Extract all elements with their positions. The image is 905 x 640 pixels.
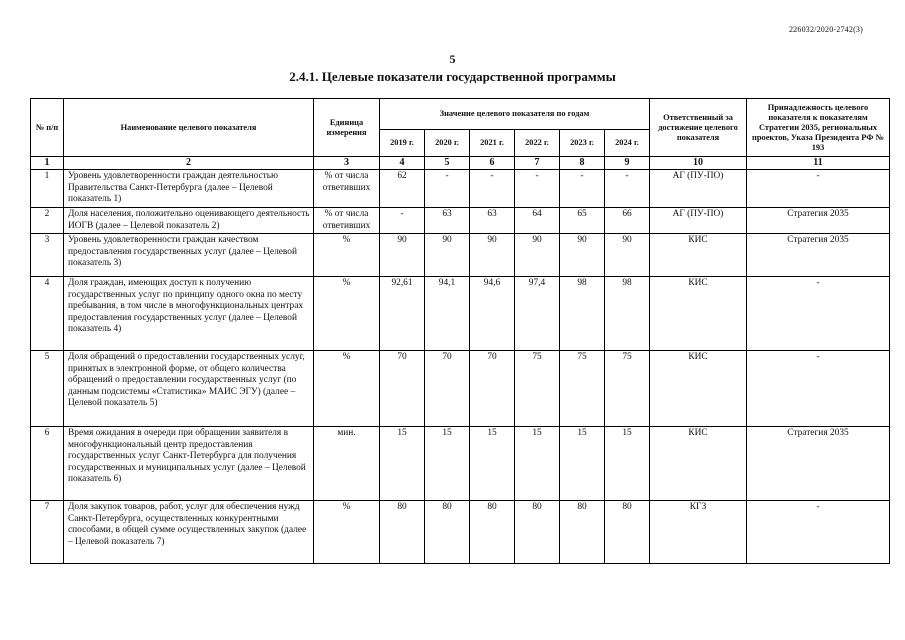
header-year: 2022 г. <box>515 130 560 157</box>
header-num: № п/п <box>31 99 64 157</box>
responsible-cell: КИС <box>650 277 747 351</box>
value-2019: 62 <box>380 170 425 208</box>
unit-cell: % <box>314 351 380 427</box>
header-name: Наименование целевого показателя <box>64 99 314 157</box>
row-num: 2 <box>31 208 64 234</box>
row-num: 6 <box>31 427 64 501</box>
value-2019: 15 <box>380 427 425 501</box>
value-2022: 80 <box>515 501 560 564</box>
indicator-name: Доля граждан, имеющих доступ к получению государственных услуг по принципу одного окна по месту пребывания, в том числе в многофункциональных центрах предоставления государственных услуг (далее – Целевой показатель 4) <box>64 277 314 351</box>
header-values-group: Значение целевого показателя по годам <box>380 99 650 130</box>
table-row <box>31 208 890 234</box>
column-number: 4 <box>380 157 425 170</box>
value-2022: 90 <box>515 234 560 277</box>
value-2023: 80 <box>560 501 605 564</box>
value-2020: - <box>425 170 470 208</box>
value-2024: 90 <box>605 234 650 277</box>
unit-cell: % <box>314 234 380 277</box>
section-title: 2.4.1. Целевые показатели государственной программы <box>289 69 616 84</box>
responsible-cell: АГ (ПУ-ПО) <box>650 208 747 234</box>
table-row <box>31 351 890 427</box>
column-number: 11 <box>747 157 890 170</box>
value-2020: 80 <box>425 501 470 564</box>
indicator-name: Доля закупок товаров, работ, услуг для обеспечения нужд Санкт-Петербурга, осуществленных конкурентными способами, в общей сумме осуществленных закупок (далее – Целевой показатель 7) <box>64 501 314 564</box>
column-number: 8 <box>560 157 605 170</box>
value-2019: 92,61 <box>380 277 425 351</box>
responsible-cell: КИС <box>650 234 747 277</box>
value-2020: 90 <box>425 234 470 277</box>
value-2022: - <box>515 170 560 208</box>
value-2024: 15 <box>605 427 650 501</box>
value-2021: - <box>470 170 515 208</box>
value-2021: 70 <box>470 351 515 427</box>
document-number: 226032/2020-2742(3) <box>788 25 863 34</box>
table-row <box>31 234 890 277</box>
column-number: 5 <box>425 157 470 170</box>
value-2020: 94,1 <box>425 277 470 351</box>
column-number: 3 <box>314 157 380 170</box>
value-2023: 98 <box>560 277 605 351</box>
value-2020: 63 <box>425 208 470 234</box>
column-number: 6 <box>470 157 515 170</box>
unit-cell: % <box>314 277 380 351</box>
header-year: 2021 г. <box>470 130 515 157</box>
unit-cell: мин. <box>314 427 380 501</box>
responsible-cell: КГЗ <box>650 501 747 564</box>
indicator-name: Уровень удовлетворенности граждан качеством предоставления государственных услуг (далее – Целевой показатель 3) <box>64 234 314 277</box>
row-num: 7 <box>31 501 64 564</box>
affiliation-cell: Стратегия 2035 <box>747 208 890 234</box>
unit-cell: % от числа ответивших <box>314 170 380 208</box>
value-2021: 94,6 <box>470 277 515 351</box>
affiliation-cell: Стратегия 2035 <box>747 234 890 277</box>
table-row <box>31 427 890 501</box>
indicator-name: Доля населения, положительно оценивающего деятельность ИОГВ (далее – Целевой показатель 2) <box>64 208 314 234</box>
affiliation-cell: Стратегия 2035 <box>747 427 890 501</box>
table-row <box>31 170 890 208</box>
row-num: 3 <box>31 234 64 277</box>
value-2024: 66 <box>605 208 650 234</box>
column-number: 1 <box>31 157 64 170</box>
value-2023: 15 <box>560 427 605 501</box>
value-2021: 90 <box>470 234 515 277</box>
target-indicators-table <box>30 98 890 564</box>
value-2022: 15 <box>515 427 560 501</box>
value-2020: 70 <box>425 351 470 427</box>
page-number: 5 <box>449 52 456 66</box>
unit-cell: % от числа ответивших <box>314 208 380 234</box>
value-2021: 80 <box>470 501 515 564</box>
affiliation-cell: - <box>747 277 890 351</box>
value-2023: - <box>560 170 605 208</box>
indicator-name: Уровень удовлетворенности граждан деятельностью Правительства Санкт-Петербурга (далее – Целевой показатель 1) <box>64 170 314 208</box>
unit-cell: % <box>314 501 380 564</box>
value-2023: 65 <box>560 208 605 234</box>
value-2021: 63 <box>470 208 515 234</box>
value-2020: 15 <box>425 427 470 501</box>
header-affiliation: Принадлежность целевого показателя к показателям Стратегии 2035, региональных проектов, Указа Президента РФ № 193 <box>747 99 890 157</box>
row-num: 1 <box>31 170 64 208</box>
value-2023: 75 <box>560 351 605 427</box>
header-responsible: Ответственный за достижение целевого показателя <box>650 99 747 157</box>
header-year: 2024 г. <box>605 130 650 157</box>
header-year: 2019 г. <box>380 130 425 157</box>
responsible-cell: КИС <box>650 427 747 501</box>
affiliation-cell: - <box>747 170 890 208</box>
header-year: 2020 г. <box>425 130 470 157</box>
value-2024: 75 <box>605 351 650 427</box>
value-2024: 98 <box>605 277 650 351</box>
value-2019: - <box>380 208 425 234</box>
value-2022: 64 <box>515 208 560 234</box>
value-2019: 80 <box>380 501 425 564</box>
column-number: 2 <box>64 157 314 170</box>
indicator-name: Доля обращений о предоставлении государственных услуг, принятых в электронной форме, от общего количества обращений о предоставлении государственных услуг (по данным подсистемы «Статистика» МАИС ЭГУ) (далее – Целевой показатель 5) <box>64 351 314 427</box>
header-unit: Единица измерения <box>314 99 380 157</box>
table-row <box>31 277 890 351</box>
column-number: 9 <box>605 157 650 170</box>
value-2019: 90 <box>380 234 425 277</box>
indicator-name: Время ожидания в очереди при обращении заявителя в многофункциональный центр предоставления государственных услуг Санкт-Петербурга для получения государственных и муниципальных услуг (далее – Целевой показатель 6) <box>64 427 314 501</box>
affiliation-cell: - <box>747 351 890 427</box>
value-2023: 90 <box>560 234 605 277</box>
row-num: 4 <box>31 277 64 351</box>
value-2022: 75 <box>515 351 560 427</box>
responsible-cell: КИС <box>650 351 747 427</box>
header-year: 2023 г. <box>560 130 605 157</box>
value-2024: 80 <box>605 501 650 564</box>
value-2021: 15 <box>470 427 515 501</box>
value-2024: - <box>605 170 650 208</box>
column-number: 10 <box>650 157 747 170</box>
table-row <box>31 501 890 564</box>
responsible-cell: АГ (ПУ-ПО) <box>650 170 747 208</box>
value-2022: 97,4 <box>515 277 560 351</box>
value-2019: 70 <box>380 351 425 427</box>
column-number: 7 <box>515 157 560 170</box>
affiliation-cell: - <box>747 501 890 564</box>
row-num: 5 <box>31 351 64 427</box>
